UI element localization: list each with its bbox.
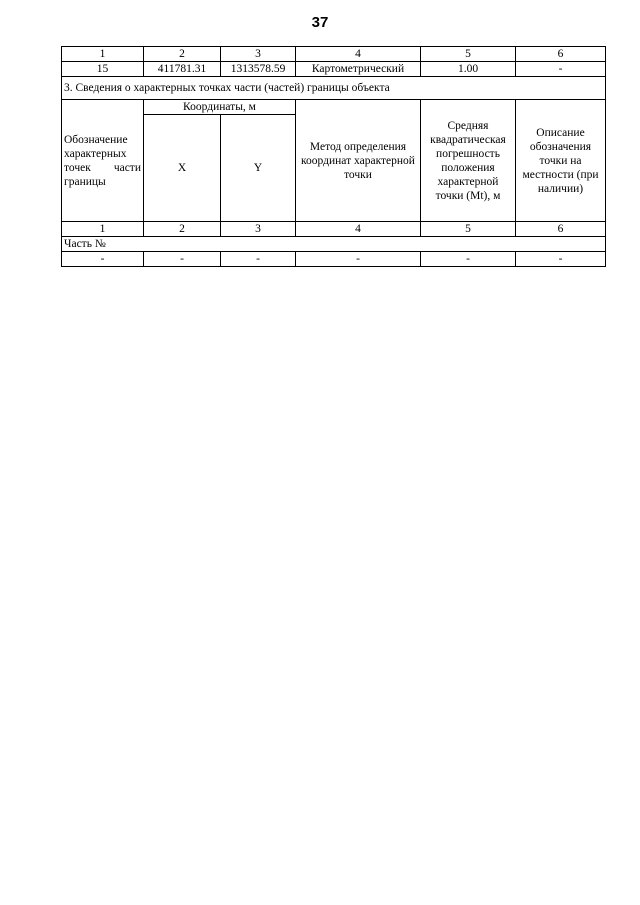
header-row <box>62 100 606 115</box>
cell: 3 <box>221 222 296 237</box>
part-label-row <box>62 237 606 252</box>
part-label: Часть № <box>62 237 606 252</box>
point-number-cell: 15 <box>62 62 144 77</box>
cell: 4 <box>296 47 421 62</box>
cell: 5 <box>421 47 516 62</box>
column-number-row <box>62 47 606 62</box>
page-number: 37 <box>311 14 329 31</box>
cell: 6 <box>516 47 606 62</box>
coordinates-header: Координаты, м <box>144 100 296 115</box>
cell: - <box>296 252 421 267</box>
description-cell: - <box>516 62 606 77</box>
x-coordinate-cell: 411781.31 <box>144 62 221 77</box>
cell: 1 <box>62 47 144 62</box>
description-header: Описание обозначения точки на местности (при наличии) <box>516 100 606 222</box>
column-number-row <box>62 222 606 237</box>
cell: 1 <box>62 222 144 237</box>
cell: - <box>421 252 516 267</box>
table-row <box>62 252 606 267</box>
cell: 6 <box>516 222 606 237</box>
y-header: Y <box>221 115 296 222</box>
section-title-row <box>62 77 606 100</box>
cell: - <box>144 252 221 267</box>
x-header: X <box>144 115 221 222</box>
y-coordinate-cell: 1313578.59 <box>221 62 296 77</box>
method-header: Метод определения координат характерной точки <box>296 100 421 222</box>
accuracy-header: Средняя квадратическая погрешность положения характерной точки (Mt), м <box>421 100 516 222</box>
cell: - <box>516 252 606 267</box>
cell: 2 <box>144 47 221 62</box>
cell: 5 <box>421 222 516 237</box>
accuracy-cell: 1.00 <box>421 62 516 77</box>
section-title: 3. Сведения о характерных точках части (частей) границы объекта <box>62 77 606 100</box>
boundary-points-table <box>61 46 606 267</box>
cell: 3 <box>221 47 296 62</box>
cell: - <box>221 252 296 267</box>
cell: - <box>62 252 144 267</box>
method-cell: Картометрический <box>296 62 421 77</box>
designation-header <box>62 100 144 222</box>
cell: 2 <box>144 222 221 237</box>
cell: 4 <box>296 222 421 237</box>
designation-header-text: Обозначение характерных точек части границы <box>64 133 141 188</box>
table-row <box>62 62 606 77</box>
